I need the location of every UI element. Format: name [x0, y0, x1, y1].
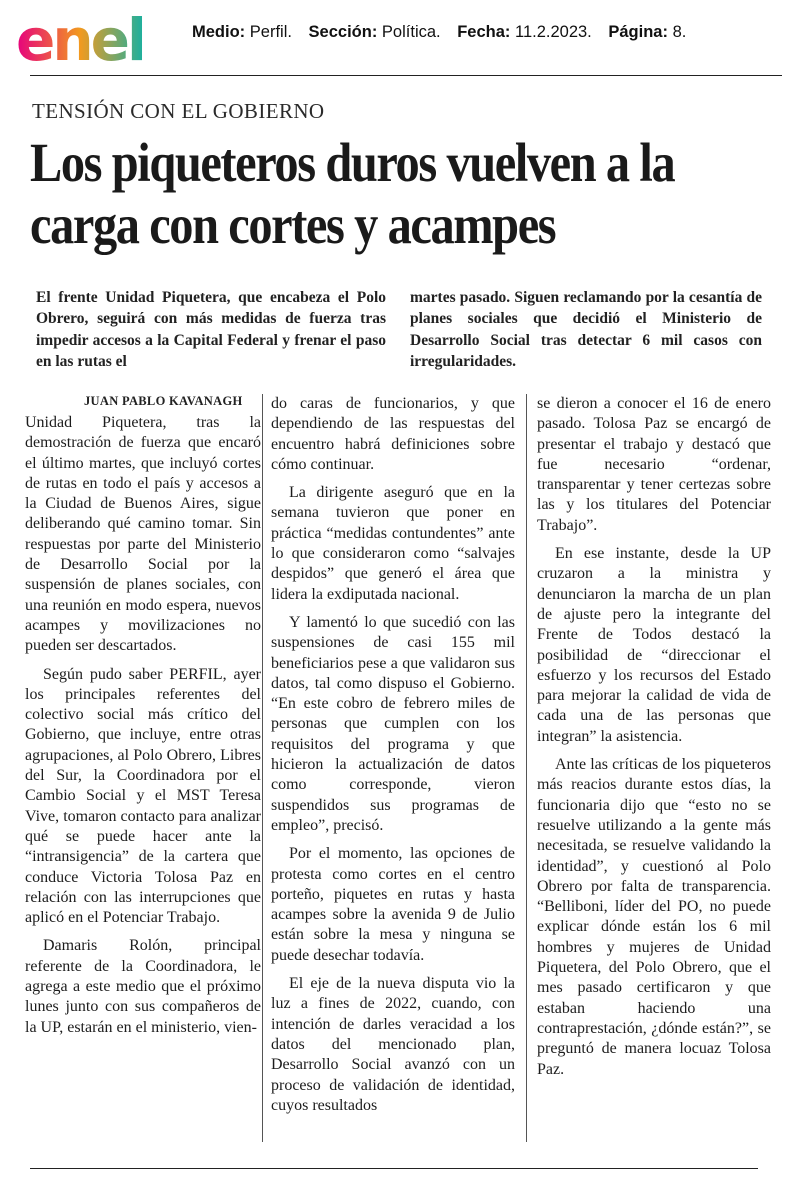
paragraph: se dieron a conocer el 16 de enero pasado. Tolosa Paz se encargó de presentar el trabajo y destacó que fue necesario “ordenar, transparentar y tener certezas sobre las y los titulares del Potenciar Trabajo”.	[537, 395, 771, 534]
enel-logo	[16, 14, 166, 70]
medio-label: Medio:	[192, 23, 246, 41]
paragraph: Según pudo saber PERFIL, ayer los principales referentes del colectivo social más crítico del Gobierno, que incluye, entre otras agrupaciones, al Polo Obrero, Libres del Sur, la Coordinadora por el Cambio Social y el MST Teresa Vive, tomaron contacto para analizar qué se puede hacer ante la “intransigencia” de la cartera que conduce Victoria Tolosa Paz en relación con las interrupciones que aplicó en el Potenciar Trabajo.	[25, 665, 261, 927]
seccion-label: Sección:	[308, 23, 378, 41]
column-divider	[262, 394, 263, 1142]
paragraph: Damaris Rolón, principal referente de la Coordinadora, le agrega a este medio que el próximo lunes junto con sus compañeros de la UP, estarán en el ministerio, vien-	[25, 937, 261, 1036]
paragraph: do caras de funcionarios, y que dependiendo de las respuestas del encuentro habrá definiciones sobre cómo continuar.	[271, 395, 515, 473]
article-column-1	[25, 413, 261, 1046]
paragraph: Por el momento, las opciones de protesta como cortes en el centro porteño, piquetes en rutas y hasta acampes sobre la avenida 9 de Julio están sobre la mesa y ninguna se puede desechar todavía.	[271, 845, 515, 964]
article-column-3	[537, 394, 771, 1088]
lead-paragraph-right: martes pasado. Siguen reclamando por la cesantía de planes sociales que decidió el Ministerio de Desarrollo Social tras detectar 6 mil casos con irregularidades.	[410, 289, 762, 370]
header-divider	[30, 75, 782, 76]
medio-value: Perfil.	[249, 23, 292, 41]
fecha-label: Fecha:	[457, 23, 511, 41]
column-divider	[526, 394, 527, 1142]
fecha-value: 11.2.2023.	[515, 23, 592, 41]
pagina-value: 8.	[672, 23, 687, 41]
seccion-value: Política.	[381, 23, 441, 41]
section-kicker: TENSIÓN CON EL GOBIERNO	[32, 99, 325, 123]
pagina-label: Página:	[608, 23, 668, 41]
lead-paragraph-left: El frente Unidad Piquetera, que encabeza el Polo Obrero, seguirá con más medidas de fuerza tras impedir accesos a la Capital Federal y frenar el paso en las rutas el	[36, 289, 386, 370]
article-column-2	[271, 394, 515, 1124]
paragraph: La dirigente aseguró que en la semana tuvieron que poner en práctica “medidas contundentes” ante lo que consideraron como “salvajes despidos” que generó el área que lidera la exdiputada nacional.	[271, 484, 515, 603]
paragraph: Ante las críticas de los piqueteros más reacios durante estos días, la funcionaria dijo que “esto no se resuelve utilizando a la gente más necesitada, se resuelve validando la identidad”, y cuestionó al Polo Obrero por falta de transparencia. “Belliboni, líder del PO, no puede explicar dónde están los 6 mil hombres y mujeres de Unidad Piquetera, del Polo Obrero, que el mes pasado certificaron y que estaban haciendo una contraprestación, ¿dónde están?”, se preguntó de manera locuaz Tolosa Paz.	[537, 756, 771, 1078]
brand-text: enel	[16, 14, 144, 70]
footer-divider	[30, 1168, 758, 1169]
clipping-metadata	[192, 23, 686, 42]
paragraph: Unidad Piquetera, tras la demostración de fuerza que encaró el último martes, que incluyó cortes de rutas en todo el país y accesos a la Ciudad de Buenos Aires, sigue deliberando qué camino tomar. Sin respuestas por parte del Ministerio de Desarrollo Social por la suspensión de planes sociales, con una reunión en modo espera, nuevos acampes y movilizaciones no pueden ser descartados.	[25, 414, 261, 655]
clipping-header	[0, 0, 800, 76]
paragraph: En ese instante, desde la UP cruzaron a la ministra y denunciaron la marcha de un plan de ajuste pero la integrante del Frente de Todos destacó la posibilidad de “direccionar el esfuerzo y los recursos del Estado para mejorar la calidad de vida de cada una de las personas que integran” la asistencia.	[537, 545, 771, 745]
headline: Los piqueteros duros vuelven a la carga con cortes y acampes	[30, 132, 675, 255]
byline: JUAN PABLO KAVANAGH	[84, 394, 243, 408]
paragraph: Y lamentó lo que sucedió con las suspensiones de casi 155 mil beneficiarios pese a que validaron sus datos, tal como dispuso el Gobierno. “En este cobro de febrero miles de personas que cumplen con los requisitos del programa y que hicieron la actualización de datos como corresponde, vieron suspendidos sus programas de empleo”, precisó.	[271, 613, 515, 834]
paragraph: El eje de la nueva disputa vio la luz a fines de 2022, cuando, con intención de darles veracidad a los datos del mencionado plan, Desarrollo Social avanzó con un proceso de validación de identidad, cuyos resultados	[271, 975, 515, 1114]
